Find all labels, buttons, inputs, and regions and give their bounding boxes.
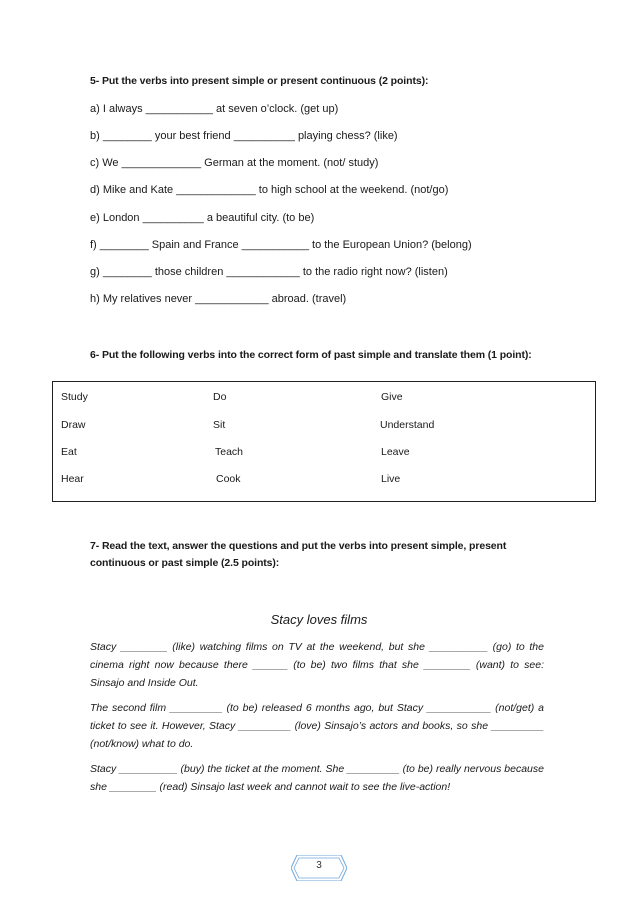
exercise-item-a: a) I always ___________ at seven o’clock. (get up) xyxy=(90,103,339,115)
verb-cell: Leave xyxy=(381,446,410,458)
story-paragraph-3: Stacy __________ (buy) the ticket at the moment. She _________ (to be) really nervous because she ________ (read) Sinsajo last week and cannot wait to see the live-action! xyxy=(90,763,544,793)
verb-cell: Sit xyxy=(213,419,226,431)
exercise-item-f: f) ________ Spain and France ___________ to the European Union? (belong) xyxy=(90,239,472,251)
verb-cell: Study xyxy=(61,391,88,403)
exercise-item-h: h) My relatives never ____________ abroad. (travel) xyxy=(90,293,347,305)
verb-cell: Give xyxy=(381,391,403,403)
verb-cell: Teach xyxy=(215,446,244,458)
verb-cell: Eat xyxy=(61,446,77,458)
exercise-item-e: e) London __________ a beautiful city. (to be) xyxy=(90,212,315,224)
exercise-item-d: d) Mike and Kate _____________ to high school at the weekend. (not/go) xyxy=(90,184,449,196)
section-7-title-line-1: 7- Read the text, answer the questions and put the verbs into present simple, present xyxy=(90,540,507,552)
verb-cell: Cook xyxy=(216,473,241,485)
story-paragraph-1: Stacy ________ (like) watching films on TV at the weekend, but she __________ (go) to the cinema right now because there ______ (to be) two films that she ________ (want) to see: Sinsajo and Inside Out. xyxy=(90,641,544,689)
section-7-title-line-2: continuous or past simple (2.5 points): xyxy=(90,557,280,569)
exercise-item-g: g) ________ those children ____________ to the radio right now? (listen) xyxy=(90,266,448,278)
page-number: 3 xyxy=(316,860,322,871)
story-paragraph-2: The second film _________ (to be) released 6 months ago, but Stacy ___________ (not/get) a ticket to see it. However, Stacy _________ (love) Sinsajo’s actors and books, so she _________ (not/know) what to do. xyxy=(90,702,544,750)
section-5-title: 5- Put the verbs into present simple or present continuous (2 points): xyxy=(90,75,429,87)
verb-cell: Hear xyxy=(61,473,84,485)
story-title: Stacy loves films xyxy=(270,612,368,627)
exercise-item-b: b) ________ your best friend __________ playing chess? (like) xyxy=(90,130,398,142)
verb-cell: Live xyxy=(381,473,401,485)
section-6-title: 6- Put the following verbs into the correct form of past simple and translate them (1 point): xyxy=(90,349,532,361)
page-number-badge xyxy=(291,855,347,881)
verb-cell: Draw xyxy=(61,419,86,431)
exercise-item-c: c) We _____________ German at the moment. (not/ study) xyxy=(90,157,379,169)
verb-cell: Understand xyxy=(380,419,435,431)
verb-cell: Do xyxy=(213,391,227,403)
verb-table xyxy=(52,381,596,502)
